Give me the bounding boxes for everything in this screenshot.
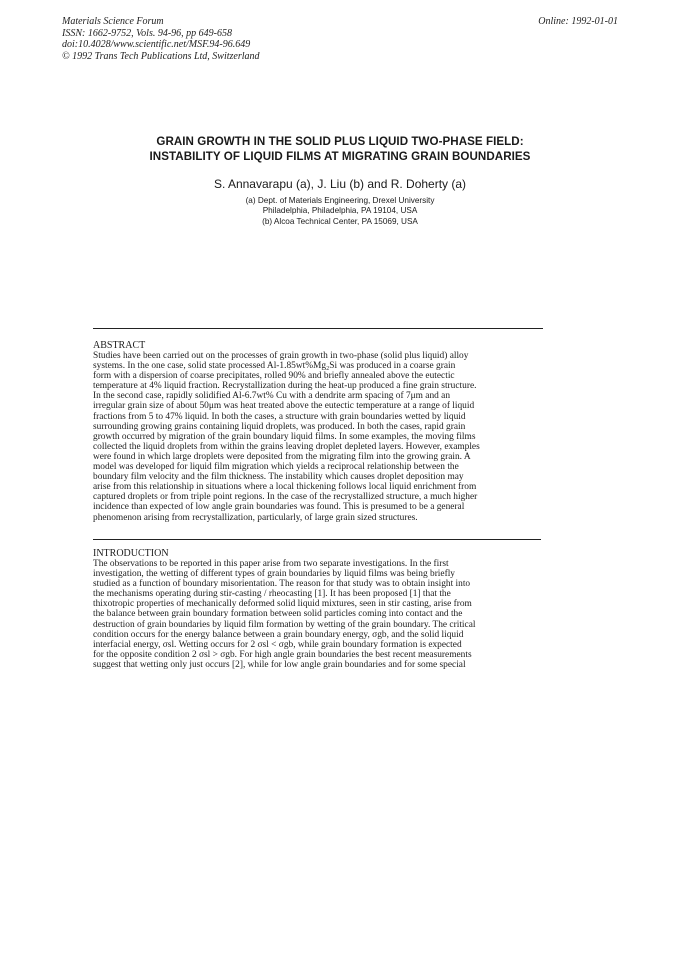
introduction-line: investigation, the wetting of different types of grain boundaries by liquid films was being briefly	[93, 569, 455, 580]
doi-line: doi:10.4028/www.scientific.net/MSF.94-96.649	[62, 39, 251, 50]
introduction-line: condition occurs for the energy balance between a grain boundary energy, σgb, and the solid liquid	[93, 629, 464, 640]
online-date: Online: 1992-01-01	[538, 16, 618, 27]
abstract-line: surrounding growing grains containing liquid droplets, was produced. In both the cases, rapid grain	[93, 421, 466, 432]
title-line-1: GRAIN GROWTH IN THE SOLID PLUS LIQUID TWO-PHASE FIELD:	[156, 135, 524, 148]
abstract-line: growth occurred by migration of the grain boundary liquid films. In some examples, the moving films	[93, 431, 476, 442]
issn-line: ISSN: 1662-9752, Vols. 94-96, pp 649-658	[62, 27, 232, 39]
introduction-line: thixotropic properties of mechanically deformed solid liquid mixtures, seen in stir casting, arise from	[93, 599, 472, 610]
affiliation-line: Philadelphia, Philadelphia, PA 19104, USA	[262, 206, 418, 216]
affiliation-line: (a) Dept. of Materials Engineering, Drexel University	[245, 196, 435, 205]
introduction-line: destruction of grain boundaries by liquid film formation by wetting of the grain boundary. The critical	[93, 619, 476, 630]
introduction-heading: INTRODUCTION	[93, 548, 169, 559]
abstract-line: In the second case, rapidly solidified Al-6.7wt% Cu with a dendrite arm spacing of 7μm and an	[93, 391, 451, 402]
affiliation-line: (b) Alcoa Technical Center, PA 15069, USA	[262, 216, 418, 226]
abstract-heading: ABSTRACT	[93, 340, 146, 351]
introduction-line: studied as a function of boundary misorientation. The reason for that study was to obtain insight into	[93, 579, 471, 590]
abstract-body	[93, 351, 545, 523]
paper-title	[80, 134, 600, 164]
abstract-line: model was developed for liquid film migration which yields a reciprocal relationship between the	[93, 462, 459, 473]
introduction-section	[93, 548, 545, 670]
introduction-line: The observations to be reported in this paper arise from two separate investigations. In the first	[93, 559, 449, 569]
introduction-line: the mechanisms operating during stir-casting / rheocasting [1]. It has been proposed [1] that the	[93, 589, 451, 600]
abstract-line: fractions from 5 to 47% liquid. In both the cases, a structure with grain boundaries wetted by liquid	[93, 411, 466, 422]
abstract-line: temperature at 4% liquid fraction. Recrystallization during the heat-up produced a fine grain structure.	[93, 381, 477, 392]
journal-name: Materials Science Forum	[62, 16, 164, 27]
introduction-body	[93, 559, 545, 670]
abstract-line: collected the liquid droplets from within the grains leaving droplet depleted layers. However, examples	[93, 441, 480, 452]
abstract-line: Studies have been carried out on the processes of grain growth in two-phase (solid plus liquid) alloy	[93, 351, 469, 361]
introduction-line: interfacial energy, σsl. Wetting occurs for 2 σsl < σgb, while grain boundary formation is expected	[93, 639, 462, 650]
abstract-line: irregular grain size of about 50μm was heat treated above the eutectic temperature at a range of liquid	[93, 401, 475, 412]
abstract-line: captured droplets or from triple point regions. In the case of the recrystallized structure, a much higher	[93, 492, 478, 503]
introduction-line: the balance between grain boundary formation between solid particles coming into contact and the	[93, 609, 463, 620]
author-list: S. Annavarapu (a), J. Liu (b) and R. Doherty (a)	[213, 177, 467, 191]
abstract-section	[93, 340, 545, 523]
abstract-line: systems. In the one case, solid state processed Al-1.85wt%Mg₂Si was produced in a coarse grain	[93, 361, 456, 372]
abstract-line: form with a dispersion of coarse precipitates, rolled 90% and briefly annealed above the eutectic	[93, 371, 455, 382]
copyright-line: © 1992 Trans Tech Publications Ltd, Switzerland	[62, 50, 260, 62]
abstract-line: incidence than expected of low angle grain boundaries was found. This is presumed to be a general	[93, 502, 465, 513]
abstract-top-rule	[93, 328, 543, 329]
abstract-line: arise from this relationship in situations where a local thickening follows local liquid enrichment from	[93, 482, 477, 493]
journal-header	[62, 16, 618, 62]
abstract-bottom-rule	[93, 539, 541, 540]
affiliations	[80, 196, 600, 227]
title-line-2: INSTABILITY OF LIQUID FILMS AT MIGRATING GRAIN BOUNDARIES	[149, 150, 531, 163]
abstract-line: boundary film velocity and the film thickness. The instability which causes droplet deposition may	[93, 472, 464, 483]
introduction-line: suggest that wetting only just occurs [2], while for low angle grain boundaries and for some special	[93, 659, 466, 670]
abstract-line: phenomenon arising from recrystallization, particularly, of large grain sized structures.	[93, 512, 418, 523]
introduction-line: for the opposite condition 2 σsl > σgb. For high angle grain boundaries the best recent measurements	[93, 649, 472, 660]
abstract-line: were found in which large droplets were deposited from the migrating film into the growing grain. A	[93, 451, 471, 462]
